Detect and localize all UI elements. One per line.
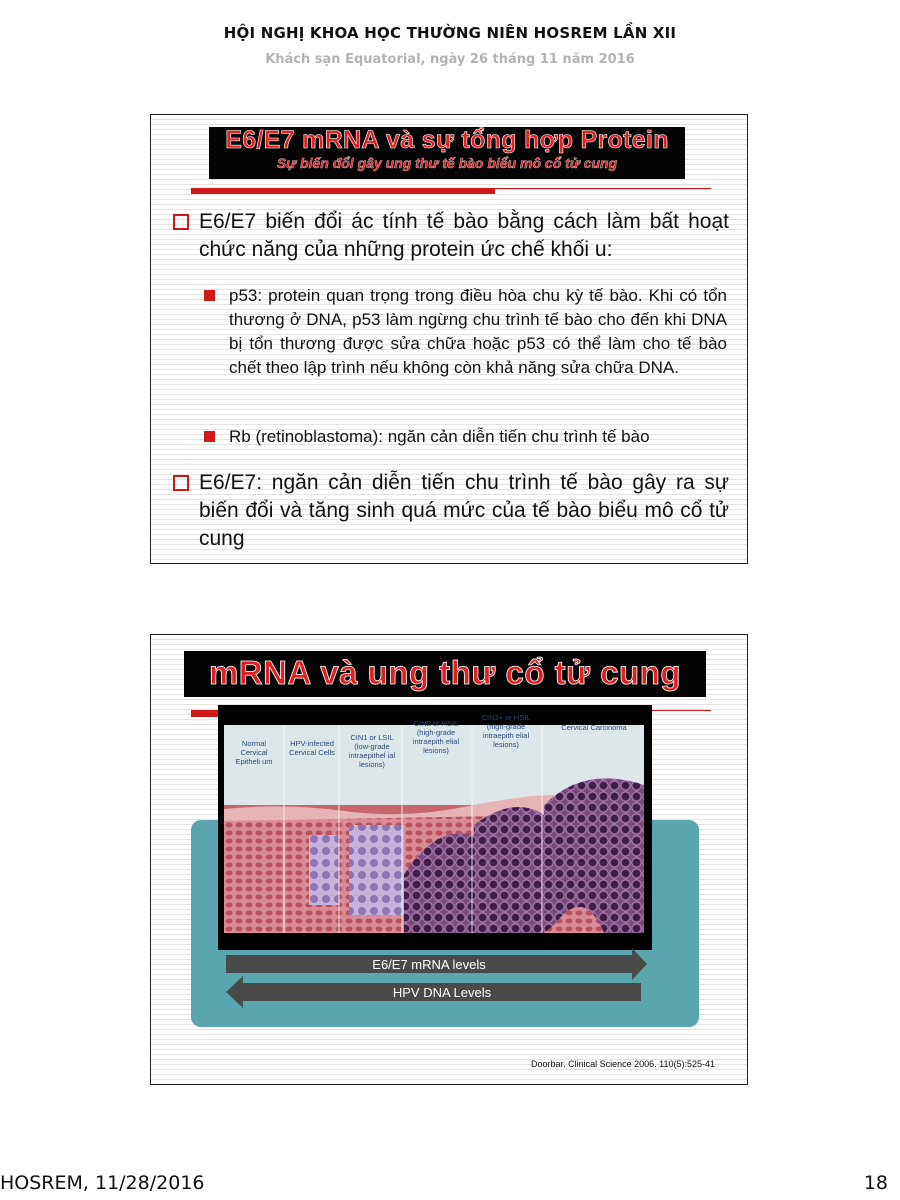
slide-2-title: mRNA và ung thư cổ tử cung	[208, 654, 682, 691]
stage-label-cin1: CIN1 or LSIL (low-grade intraepithel ial lesions)	[348, 733, 396, 769]
slide-1-title-box	[209, 127, 685, 179]
stage-label-carcinoma: Cervical Carcinoma	[561, 723, 627, 732]
slide-1-subtitle: Sự biến đổi gây ung thư tế bào biểu mô cổ tử cung	[276, 155, 618, 171]
footer-date: HOSREM, 11/28/2016	[0, 1172, 205, 1194]
slide-2	[150, 634, 748, 1085]
slide-1	[150, 114, 748, 564]
conference-title: HỘI NGHỊ KHOA HỌC THƯỜNG NIÊN HOSREM LẦN XII	[223, 24, 677, 42]
square-bullet-icon	[204, 290, 215, 301]
citation: Doorbar. Clinical Science 2006. 110(5):525-41	[531, 1059, 715, 1069]
dna-levels-label: HPV DNA Levels	[392, 985, 492, 1000]
checkbox-bullet-icon	[173, 214, 189, 230]
stage-label-cin3: CIN3+ or HSIL (high-grade intraepith elial lesions)	[481, 713, 531, 749]
bullet-2: E6/E7: ngăn cản diễn tiến chu trình tế bào gây ra sự biến đổi và tăng sinh quá mức của tế bào biểu mô cổ tử cung	[199, 471, 729, 550]
page-header	[0, 24, 900, 67]
square-bullet-icon	[204, 431, 215, 442]
slide-1-red-line	[191, 188, 711, 189]
conference-venue-date: Khách sạn Equatorial, ngày 26 tháng 11 năm 2016	[265, 52, 635, 67]
level-arrows	[151, 635, 749, 1085]
subbullet-p53: p53: protein quan trọng trong điều hòa chu kỳ tế bào. Khi có tổn thương ở DNA, p53 làm ngừng chu trình tế bào cho đến khi DNA bị tổn thương được sửa chữa hoặc p53 có thể làm cho tế bào chết theo lập trình nếu không còn khả năng sửa chữa DNA.	[229, 286, 727, 377]
checkbox-bullet-icon	[173, 475, 189, 491]
stage-label-normal: Normal Cervical Epitheli um	[235, 739, 273, 766]
slide-1-title: E6/E7 mRNA và sự tổng hợp Protein	[225, 126, 669, 154]
mrna-levels-label: E6/E7 mRNA levels	[372, 957, 486, 972]
page-number: 18	[863, 1172, 888, 1194]
stage-label-cin2: CIN2 or HSIL (high-grade intraepith elial lesions)	[412, 719, 460, 755]
bullet-1: E6/E7 biến đổi ác tính tế bào bằng cách làm bất hoạt chức năng của những protein ức chế khối u:	[199, 210, 729, 261]
stage-label-hpv-infected: HPV-infected Cervical Cells	[289, 739, 335, 757]
subbullet-rb: Rb (retinoblastoma): ngăn cản diễn tiến chu trình tế bào	[229, 427, 650, 446]
